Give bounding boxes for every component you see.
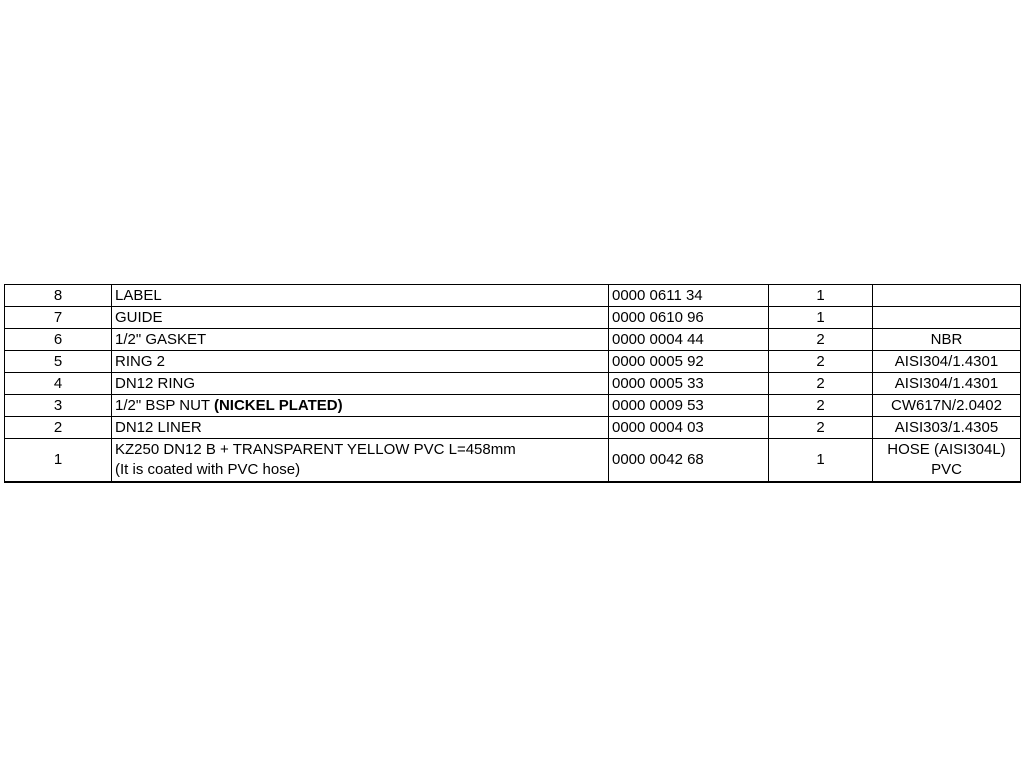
table-row [5,395,1021,417]
material-cell [873,439,1021,483]
description-cell: 1/2" GASKET [112,329,609,351]
table-row [5,307,1021,329]
quantity-cell: 1 [769,439,873,483]
material-cell [873,307,1021,329]
description-bold-text: (NICKEL PLATED) [213,396,343,414]
material-text-line2: PVC [931,461,962,478]
table-row [5,329,1021,351]
position-cell: 8 [5,285,112,307]
quantity-cell: 1 [769,285,873,307]
description-text: KZ250 DN12 B + TRANSPARENT YELLOW PVC L=458mm [115,441,516,458]
quantity-cell: 2 [769,373,873,395]
material-cell: AISI303/1.4305 [873,417,1021,439]
material-cell: NBR [873,329,1021,351]
part-code-cell: 0000 0004 44 [609,329,769,351]
description-cell [112,439,609,483]
quantity-cell: 2 [769,329,873,351]
quantity-cell: 2 [769,395,873,417]
table-row [5,351,1021,373]
quantity-cell: 2 [769,417,873,439]
material-cell: AISI304/1.4301 [873,351,1021,373]
description-text: 1/2" BSP NUT [115,396,214,414]
table-row [5,285,1021,307]
description-cell: DN12 RING [112,373,609,395]
description-cell: LABEL [112,285,609,307]
position-cell: 5 [5,351,112,373]
quantity-cell: 1 [769,307,873,329]
material-text: HOSE (AISI304L) [887,441,1006,458]
table-row [5,439,1021,483]
part-code-cell: 0000 0611 34 [609,285,769,307]
parts-list-table [4,284,1021,483]
position-cell: 1 [5,439,112,483]
table-row [5,373,1021,395]
description-cell: GUIDE [112,307,609,329]
part-code-cell: 0000 0610 96 [609,307,769,329]
position-cell: 2 [5,417,112,439]
position-cell: 4 [5,373,112,395]
position-cell: 6 [5,329,112,351]
quantity-cell: 2 [769,351,873,373]
material-cell: CW617N/2.0402 [873,395,1021,417]
part-code-cell: 0000 0042 68 [609,439,769,483]
description-cell: RING 2 [112,351,609,373]
description-note-text: (It is coated with PVC hose) [115,461,301,478]
part-code-cell: 0000 0009 53 [609,395,769,417]
description-cell [112,395,609,417]
table-row [5,417,1021,439]
part-code-cell: 0000 0005 33 [609,373,769,395]
position-cell: 7 [5,307,112,329]
part-code-cell: 0000 0005 92 [609,351,769,373]
description-cell: DN12 LINER [112,417,609,439]
material-cell: AISI304/1.4301 [873,373,1021,395]
material-cell [873,285,1021,307]
position-cell: 3 [5,395,112,417]
part-code-cell: 0000 0004 03 [609,417,769,439]
